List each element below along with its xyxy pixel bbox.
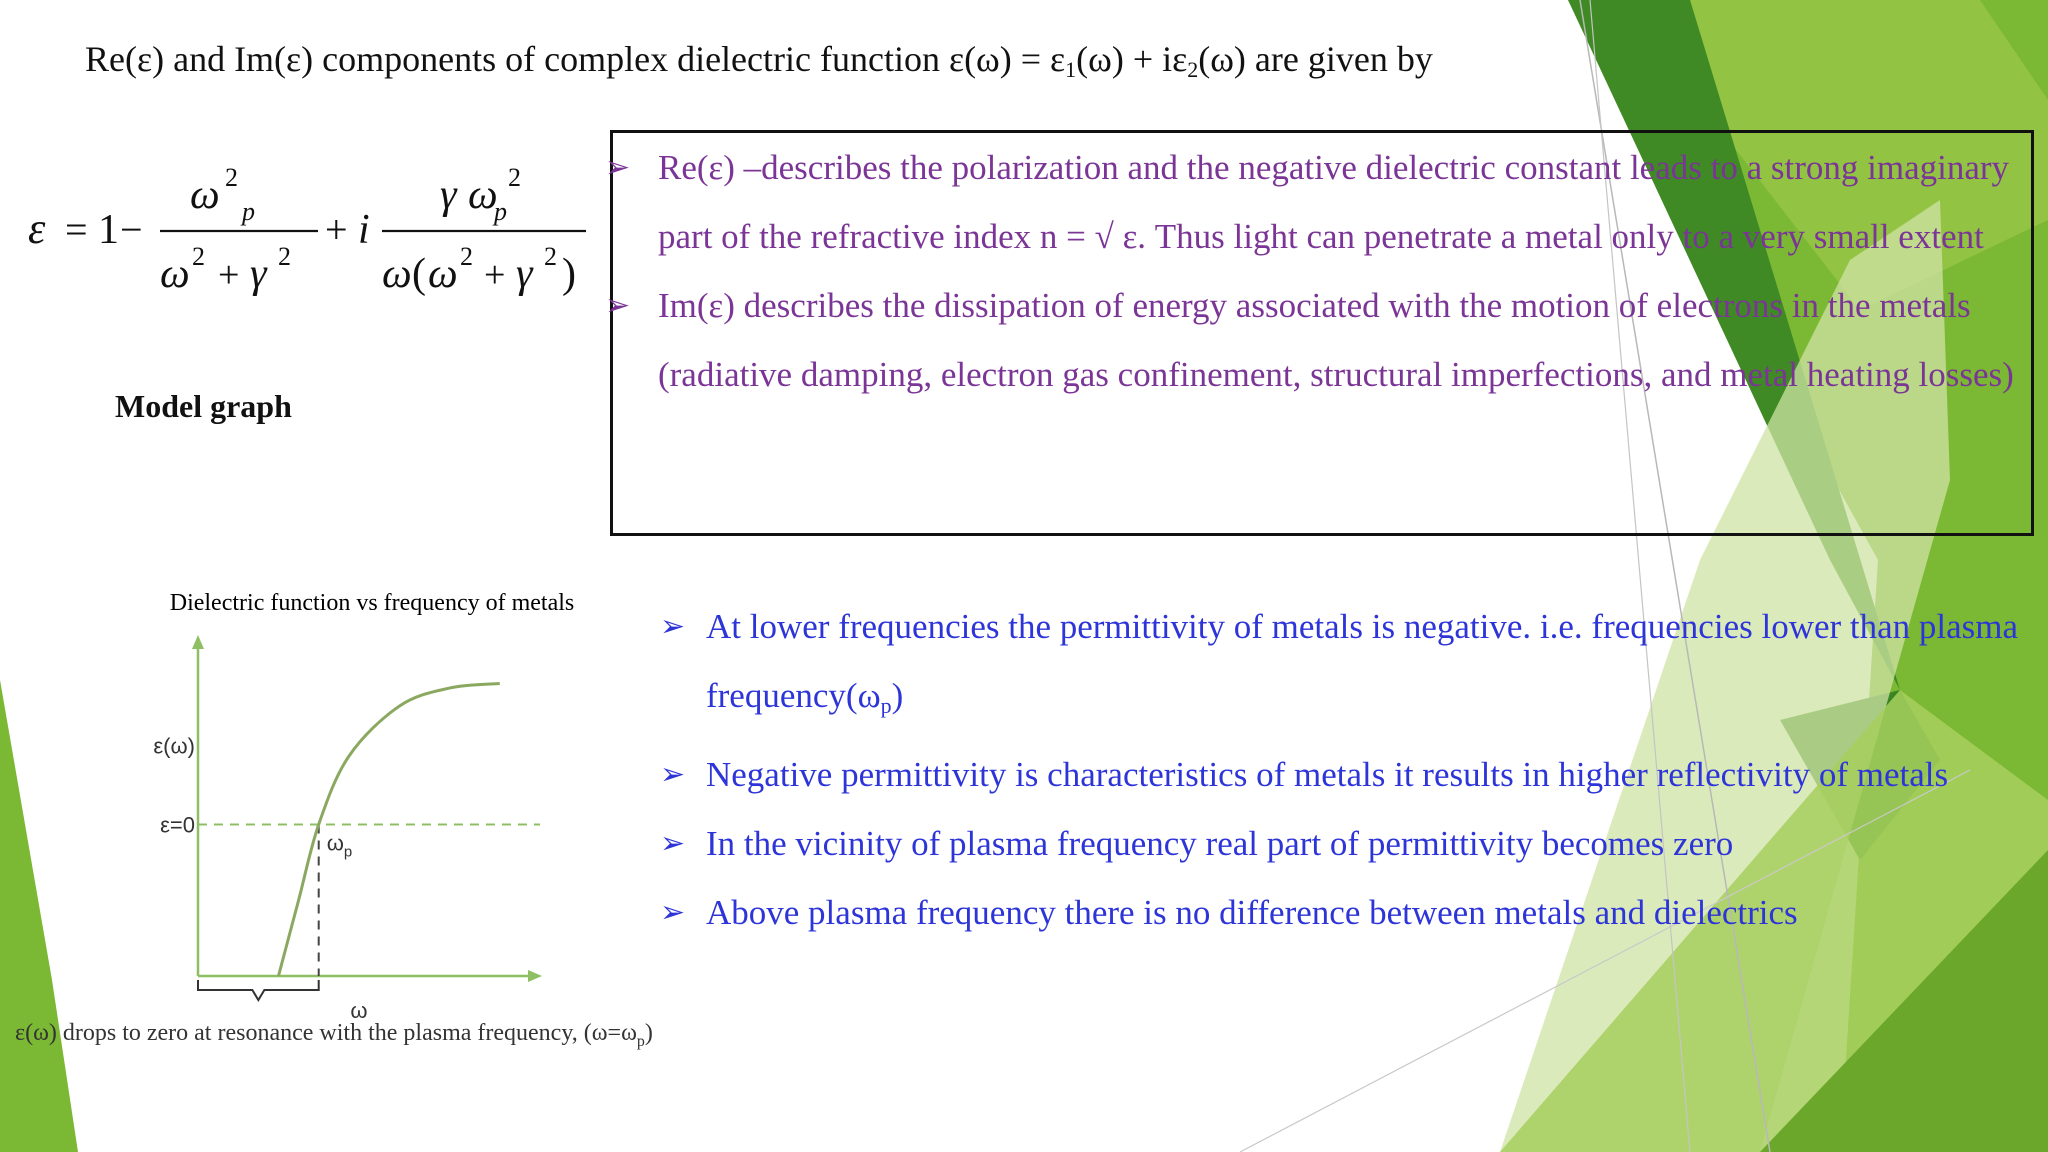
- caption-text: ε(ω) drops to zero at resonance with the plasma frequency, (ω=ω: [15, 1020, 637, 1046]
- formula-den2-omega2: ω: [428, 251, 458, 297]
- title-sub1: 1: [1065, 57, 1077, 82]
- bullet-above-plasma: [660, 878, 2030, 947]
- definition-im-text: Im(ε) describes the dissipation of energy associated with the motion of electrons in the metals (radiative damping, electron gas confinement, structural imperfections, and metal heating losses): [658, 286, 2014, 394]
- chart-caption: [15, 1020, 653, 1050]
- arrow-bullet-icon: ➢: [660, 610, 686, 643]
- formula-num2-sup: 2: [508, 163, 521, 192]
- arrow-bullet-icon: ➢: [660, 896, 686, 929]
- model-graph-label: Model graph: [115, 388, 292, 424]
- formula-den1-sup1: 2: [192, 242, 205, 271]
- title-text-post: (ω) are given by: [1198, 39, 1433, 79]
- formula-num2-sub-p: p: [494, 197, 507, 226]
- bullet-plasma-vicinity: [660, 809, 2030, 878]
- bullet-1-sub: p: [880, 693, 892, 718]
- slide-title: [85, 38, 1433, 83]
- arrow-bullet-icon: ➢: [605, 151, 631, 184]
- formula-num1-omega: ω: [190, 172, 220, 218]
- bullet-1-text: At lower frequencies the permittivity of metals is negative. i.e. frequencies lower than plasma frequency(ω: [706, 607, 2019, 715]
- formula-den2-rparen: ): [562, 251, 576, 297]
- bullet-low-frequency: [660, 592, 2030, 740]
- caption-sub: p: [636, 1033, 645, 1050]
- formula-num2-gamma: γ: [440, 172, 457, 218]
- plasma-label-omega: ω: [326, 830, 344, 856]
- definitions-box: [605, 130, 2034, 536]
- title-sub2: 2: [1187, 57, 1199, 82]
- title-text-mid: (ω) + iε: [1076, 39, 1188, 79]
- formula-num1-sup: 2: [225, 163, 238, 192]
- formula-epsilon: ε: [28, 204, 46, 253]
- arrow-bullet-icon: ➢: [660, 827, 686, 860]
- formula-num1-sub-p: p: [242, 197, 255, 226]
- formula-i: i: [358, 207, 370, 253]
- formula-minus: −: [120, 207, 143, 252]
- x-axis-label: ω: [350, 998, 368, 1023]
- formula-den1-sup2: 2: [278, 242, 291, 271]
- dielectric-formula: [20, 150, 600, 310]
- bullet-4-text: Above plasma frequency there is no difference between metals and dielectrics: [706, 893, 1798, 932]
- formula-den2-gamma: γ: [516, 251, 533, 297]
- formula-den2-lparen: (: [412, 251, 426, 297]
- y-axis-label: ε(ω): [153, 733, 195, 759]
- formula-num2-omega: ω: [468, 172, 498, 218]
- bullet-3-text: In the vicinity of plasma frequency real part of permittivity becomes zero: [706, 824, 1734, 863]
- formula-equals: =: [65, 207, 88, 252]
- caption-close: ): [644, 1020, 653, 1046]
- arrow-bullet-icon: ➢: [660, 758, 686, 791]
- negative-region-brace: [198, 980, 319, 1000]
- definition-re-text: Re(ε) –describes the polarization and the negative dielectric constant leads to a strong imaginary part of the refractive index n = √ ε. Thus light can penetrate a metal only to a very small extent: [658, 148, 2010, 256]
- x-axis-arrow-icon: [528, 970, 542, 982]
- formula-plus: +: [325, 207, 348, 252]
- chart-title: Dielectric function vs frequency of metals: [169, 590, 575, 616]
- formula-den2-sup2: 2: [544, 242, 557, 271]
- plasma-label-sub: p: [343, 843, 353, 861]
- plasma-frequency-label: [327, 830, 353, 860]
- title-text-pre: Re(ε) and Im(ε) components of complex dielectric function ε(ω) = ε: [85, 39, 1066, 79]
- bullet-1-post: ): [891, 676, 904, 715]
- formula-den2-omega: ω: [382, 251, 412, 297]
- bullet-2-text: Negative permittivity is characteristics of metals it results in higher reflectivity of metals: [706, 755, 1949, 794]
- formula-den2-sup1: 2: [460, 242, 473, 271]
- zero-line-label: ε=0: [160, 812, 195, 838]
- definitions-list: [605, 133, 2031, 409]
- formula-one: 1: [98, 207, 119, 253]
- formula-den1-omega: ω: [160, 251, 190, 297]
- dielectric-model-graph: [0, 580, 720, 1060]
- definition-re: [605, 133, 2031, 271]
- y-axis-arrow-icon: [192, 635, 204, 649]
- formula-den1-gamma: γ: [250, 251, 267, 297]
- definition-im: [605, 271, 2031, 409]
- formula-den1-plus: +: [218, 254, 240, 296]
- bullet-negative-permittivity: [660, 740, 2030, 809]
- formula-den2-plus: +: [484, 254, 506, 296]
- permittivity-curve: [278, 683, 499, 976]
- metal-properties-list: [660, 592, 2030, 947]
- arrow-bullet-icon: ➢: [605, 289, 631, 322]
